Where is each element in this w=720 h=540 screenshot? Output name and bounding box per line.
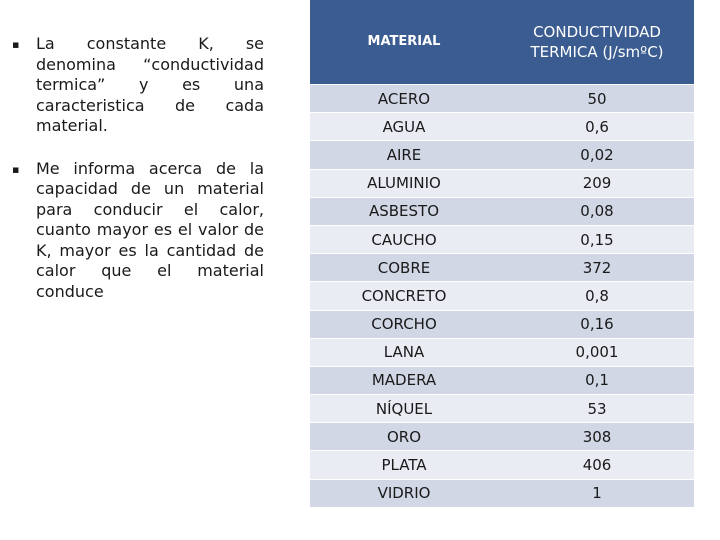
table-row xyxy=(310,85,694,112)
conductivity-table xyxy=(310,0,694,507)
conductivity-cell: 0,1 xyxy=(585,371,609,390)
header-material: MATERIAL xyxy=(367,34,441,49)
table-row xyxy=(310,198,694,225)
material-cell: VIDRIO xyxy=(377,484,431,503)
conductivity-cell: 0,6 xyxy=(585,117,609,136)
table-row xyxy=(310,367,694,394)
table-row xyxy=(310,141,694,168)
material-cell: LANA xyxy=(383,343,425,362)
table-row xyxy=(310,311,694,338)
conductivity-cell: 53 xyxy=(587,399,607,418)
conductivity-cell: 0,15 xyxy=(580,230,614,249)
bullet-text: Me informa acerca de la capacidad de un material para conducir el calor, cuanto mayor es el valor de K, mayor es la cantidad de calor que el material conduce xyxy=(36,158,264,301)
table-row xyxy=(310,339,694,366)
conductivity-cell: 0,16 xyxy=(580,315,614,334)
table-row xyxy=(310,395,694,422)
header-conductivity: CONDUCTIVIDAD TERMICA (J/smºC) xyxy=(530,23,664,61)
square-bullet-icon: ▪ xyxy=(12,162,20,176)
square-bullet-icon: ▪ xyxy=(12,38,20,51)
conductivity-cell: 308 xyxy=(582,427,612,446)
table-row xyxy=(310,282,694,309)
material-cell: AIRE xyxy=(386,145,422,164)
conductivity-cell: 50 xyxy=(587,89,607,108)
bullet-item-definition xyxy=(12,34,264,137)
material-cell: NÍQUEL xyxy=(375,399,433,418)
table-row xyxy=(310,423,694,450)
table-row xyxy=(310,226,694,253)
table-row xyxy=(310,480,694,507)
conductivity-cell: 209 xyxy=(582,174,612,193)
bullet-list xyxy=(12,34,264,324)
table-row xyxy=(310,451,694,478)
material-cell: AGUA xyxy=(382,117,426,136)
bullet-text: La constante K, se denomina “conductividad termica” y es una caracteristica de cada material. xyxy=(36,34,264,135)
bullet-item-explanation xyxy=(12,159,264,303)
conductivity-cell: 372 xyxy=(582,258,612,277)
table-row xyxy=(310,170,694,197)
material-cell: CONCRETO xyxy=(361,286,447,305)
material-cell: COBRE xyxy=(377,258,431,277)
table-header xyxy=(310,0,694,84)
material-cell: PLATA xyxy=(381,456,427,475)
conductivity-cell: 0,001 xyxy=(575,343,619,362)
conductivity-cell: 1 xyxy=(592,484,602,503)
material-cell: ACERO xyxy=(377,89,431,108)
material-cell: CAUCHO xyxy=(371,230,437,249)
table-body xyxy=(310,85,694,507)
table-row xyxy=(310,254,694,281)
conductivity-cell: 406 xyxy=(582,456,612,475)
conductivity-cell: 0,08 xyxy=(580,202,614,221)
material-cell: ALUMINIO xyxy=(367,174,441,193)
material-cell: CORCHO xyxy=(371,315,437,334)
material-cell: ASBESTO xyxy=(368,202,440,221)
conductivity-cell: 0,8 xyxy=(585,286,609,305)
table-row xyxy=(310,113,694,140)
conductivity-cell: 0,02 xyxy=(580,145,614,164)
material-cell: ORO xyxy=(386,427,422,446)
material-cell: MADERA xyxy=(371,371,437,390)
